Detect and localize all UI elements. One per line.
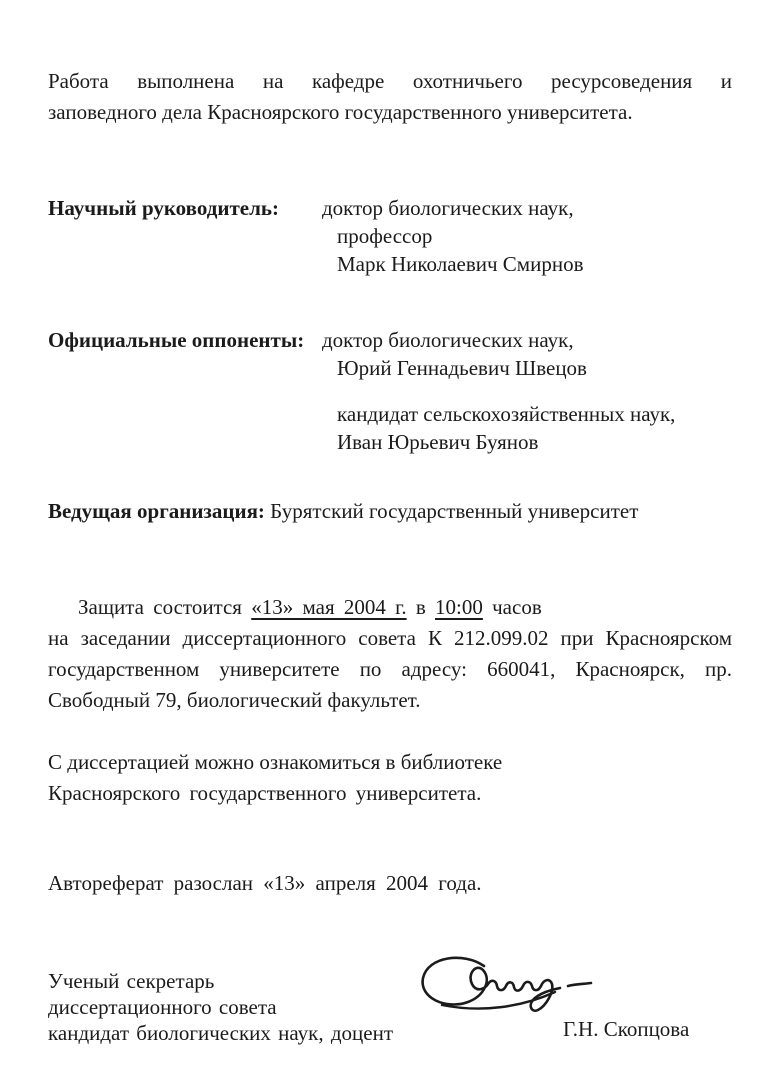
leading-org-value: Бурятский государственный университет	[270, 499, 639, 523]
opponent2-name: Иван Юрьевич Буянов	[337, 430, 539, 454]
secretary-block	[48, 968, 448, 1046]
leading-org-row	[48, 496, 748, 527]
opponent1-degree: доктор биологических наук,	[322, 328, 574, 352]
supervisor-title: профессор	[337, 224, 433, 248]
opponents-column	[322, 326, 752, 456]
supervisor-label: Научный руководитель:	[48, 196, 279, 220]
leading-org-label: Ведущая организация:	[48, 499, 265, 523]
defense-date: «13» мая 2004 г.	[251, 595, 407, 619]
opponent1-name: Юрий Геннадьевич Швецов	[337, 356, 587, 380]
defense-line-3: государственном университете по адресу: 660041, Красноярск, пр.	[48, 657, 732, 681]
opening-line-1: Работа выполнена на кафедре охотничьего ресурсоведения и	[48, 69, 732, 93]
defense-prefix: Защита состоится	[78, 595, 242, 619]
opening-paragraph	[48, 66, 732, 128]
opponents-label: Официальные оппоненты:	[48, 328, 305, 352]
defense-line-4: Свободный 79, биологический факультет.	[48, 688, 421, 712]
defense-line-2: на заседании диссертационного совета К 212.099.02 при Красноярском	[48, 626, 732, 650]
secretary-line-2: диссертационного совета	[48, 995, 277, 1019]
library-line-1: С диссертацией можно ознакомиться в библиотеке	[48, 750, 503, 774]
defense-paragraph	[48, 592, 732, 716]
supervisor-name: Марк Николаевич Смирнов	[337, 252, 584, 276]
secretary-name: Г.Н. Скопцова	[563, 1017, 690, 1041]
library-line-2: Красноярского государственного университета.	[48, 781, 482, 805]
defense-time: 10:00	[435, 595, 483, 619]
opening-line-2: заповедного дела Красноярского государственного университета.	[48, 100, 633, 124]
supervisor-degree: доктор биологических наук,	[322, 196, 574, 220]
supervisor-column	[322, 194, 742, 278]
defense-mid: в	[415, 595, 426, 619]
defense-suffix: часов	[492, 595, 542, 619]
secretary-line-3: кандидат биологических наук, доцент	[48, 1021, 394, 1045]
library-paragraph	[48, 747, 732, 809]
secretary-line-1: Ученый секретарь	[48, 969, 215, 993]
opponent2-degree: кандидат сельскохозяйственных наук,	[337, 402, 676, 426]
defense-line-1	[48, 592, 732, 623]
mailed-line: Автореферат разослан «13» апреля 2004 года.	[48, 871, 482, 895]
